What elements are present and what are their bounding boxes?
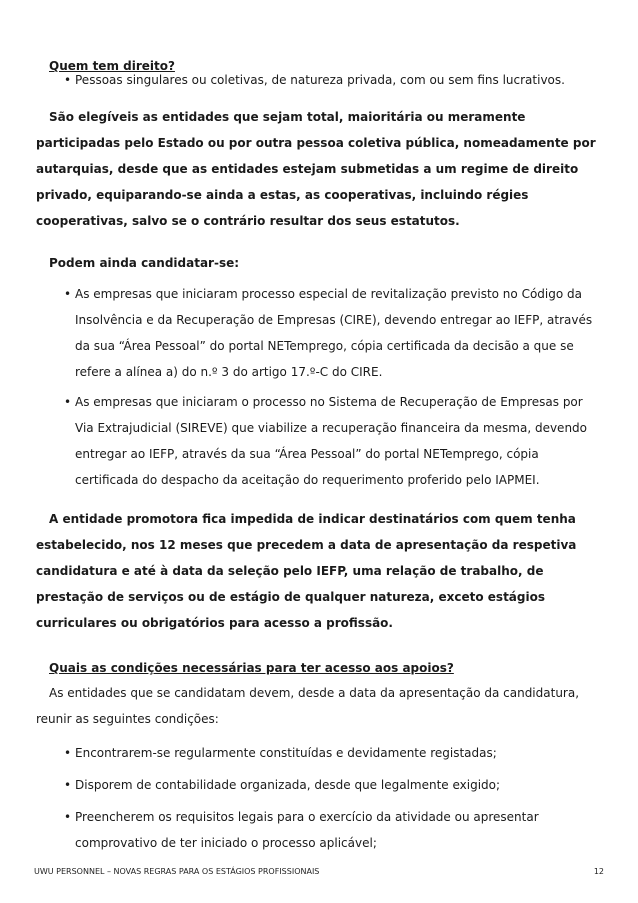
conditions-intro: As entidades que se candidatam devem, desde a data da apresentação da candidatura, reunir as seguintes condições: (36, 686, 580, 726)
list-item: • As empresas que iniciaram processo especial de revitalização previsto no Código da Insolvência e da Recuperação de Empresas (CIRE), devendo entregar ao IEFP, através da sua “Área Pessoal” do portal NETemprego, cópia certificada da decisão a que se refere a alínea a) do n.º 3 do artigo 17.º-C do CIRE. (64, 281, 604, 385)
page-number: 12 (593, 867, 604, 876)
subheading-also-eligible: Podem ainda candidatar-se: (49, 256, 240, 270)
list-item: • As empresas que iniciaram o processo no Sistema de Recuperação de Empresas por Via Extrajudicial (SIREVE) que viabilize a recuperação financeira da mesma, devendo entregar ao IEFP, através da sua “Área Pessoal” do portal NETemprego, cópia certificada do despacho da aceitação do requerimento proferido pelo IAPMEI. (64, 389, 604, 493)
list-item: • Preencherem os requisitos legais para o exercício da atividade ou apresentar comprovativo de ter iniciado o processo aplicável; (64, 804, 604, 856)
eligibility-paragraph: São elegíveis as entidades que sejam total, maioritária ou meramente participadas pelo Estado ou por outra pessoa coletiva pública, nomeadamente por autarquias, desde que as entidades estejam submetidas a um regime de direito privado, equiparando-se ainda a estas, as cooperativas, incluindo régies cooperativas, salvo se o contrário resultar dos seus estatutos. (36, 110, 596, 228)
bullet-icon: • (64, 395, 72, 409)
bullet-icon: • (64, 73, 72, 87)
bullet-icon: • (64, 746, 72, 760)
footer-title: UWU PERSONNEL – NOVAS REGRAS PARA OS ESTÁGIOS PROFISSIONAIS (34, 867, 320, 876)
bullet-icon: • (64, 287, 72, 301)
list-item: • Encontrarem-se regularmente constituídas e devidamente registadas; (64, 740, 604, 766)
section-heading-who: Quem tem direito? (49, 59, 175, 73)
bullet-icon: • (64, 810, 72, 824)
restriction-paragraph: A entidade promotora fica impedida de indicar destinatários com quem tenha estabelecido, nos 12 meses que precedem a data de apresentação da respetiva candidatura e até à data da seleção pelo IEFP, uma relação de trabalho, de prestação de serviços ou de estágio de qualquer natureza, exceto estágios curriculares ou obrigatórios para acesso a profissão. (36, 512, 577, 630)
page-footer (34, 867, 604, 876)
list-item: • Pessoas singulares ou coletivas, de natureza privada, com ou sem fins lucrativos. (64, 67, 604, 93)
bullet-icon: • (64, 778, 72, 792)
section-heading-conditions: Quais as condições necessárias para ter acesso aos apoios? (49, 661, 454, 675)
list-item: • Disporem de contabilidade organizada, desde que legalmente exigido; (64, 772, 604, 798)
